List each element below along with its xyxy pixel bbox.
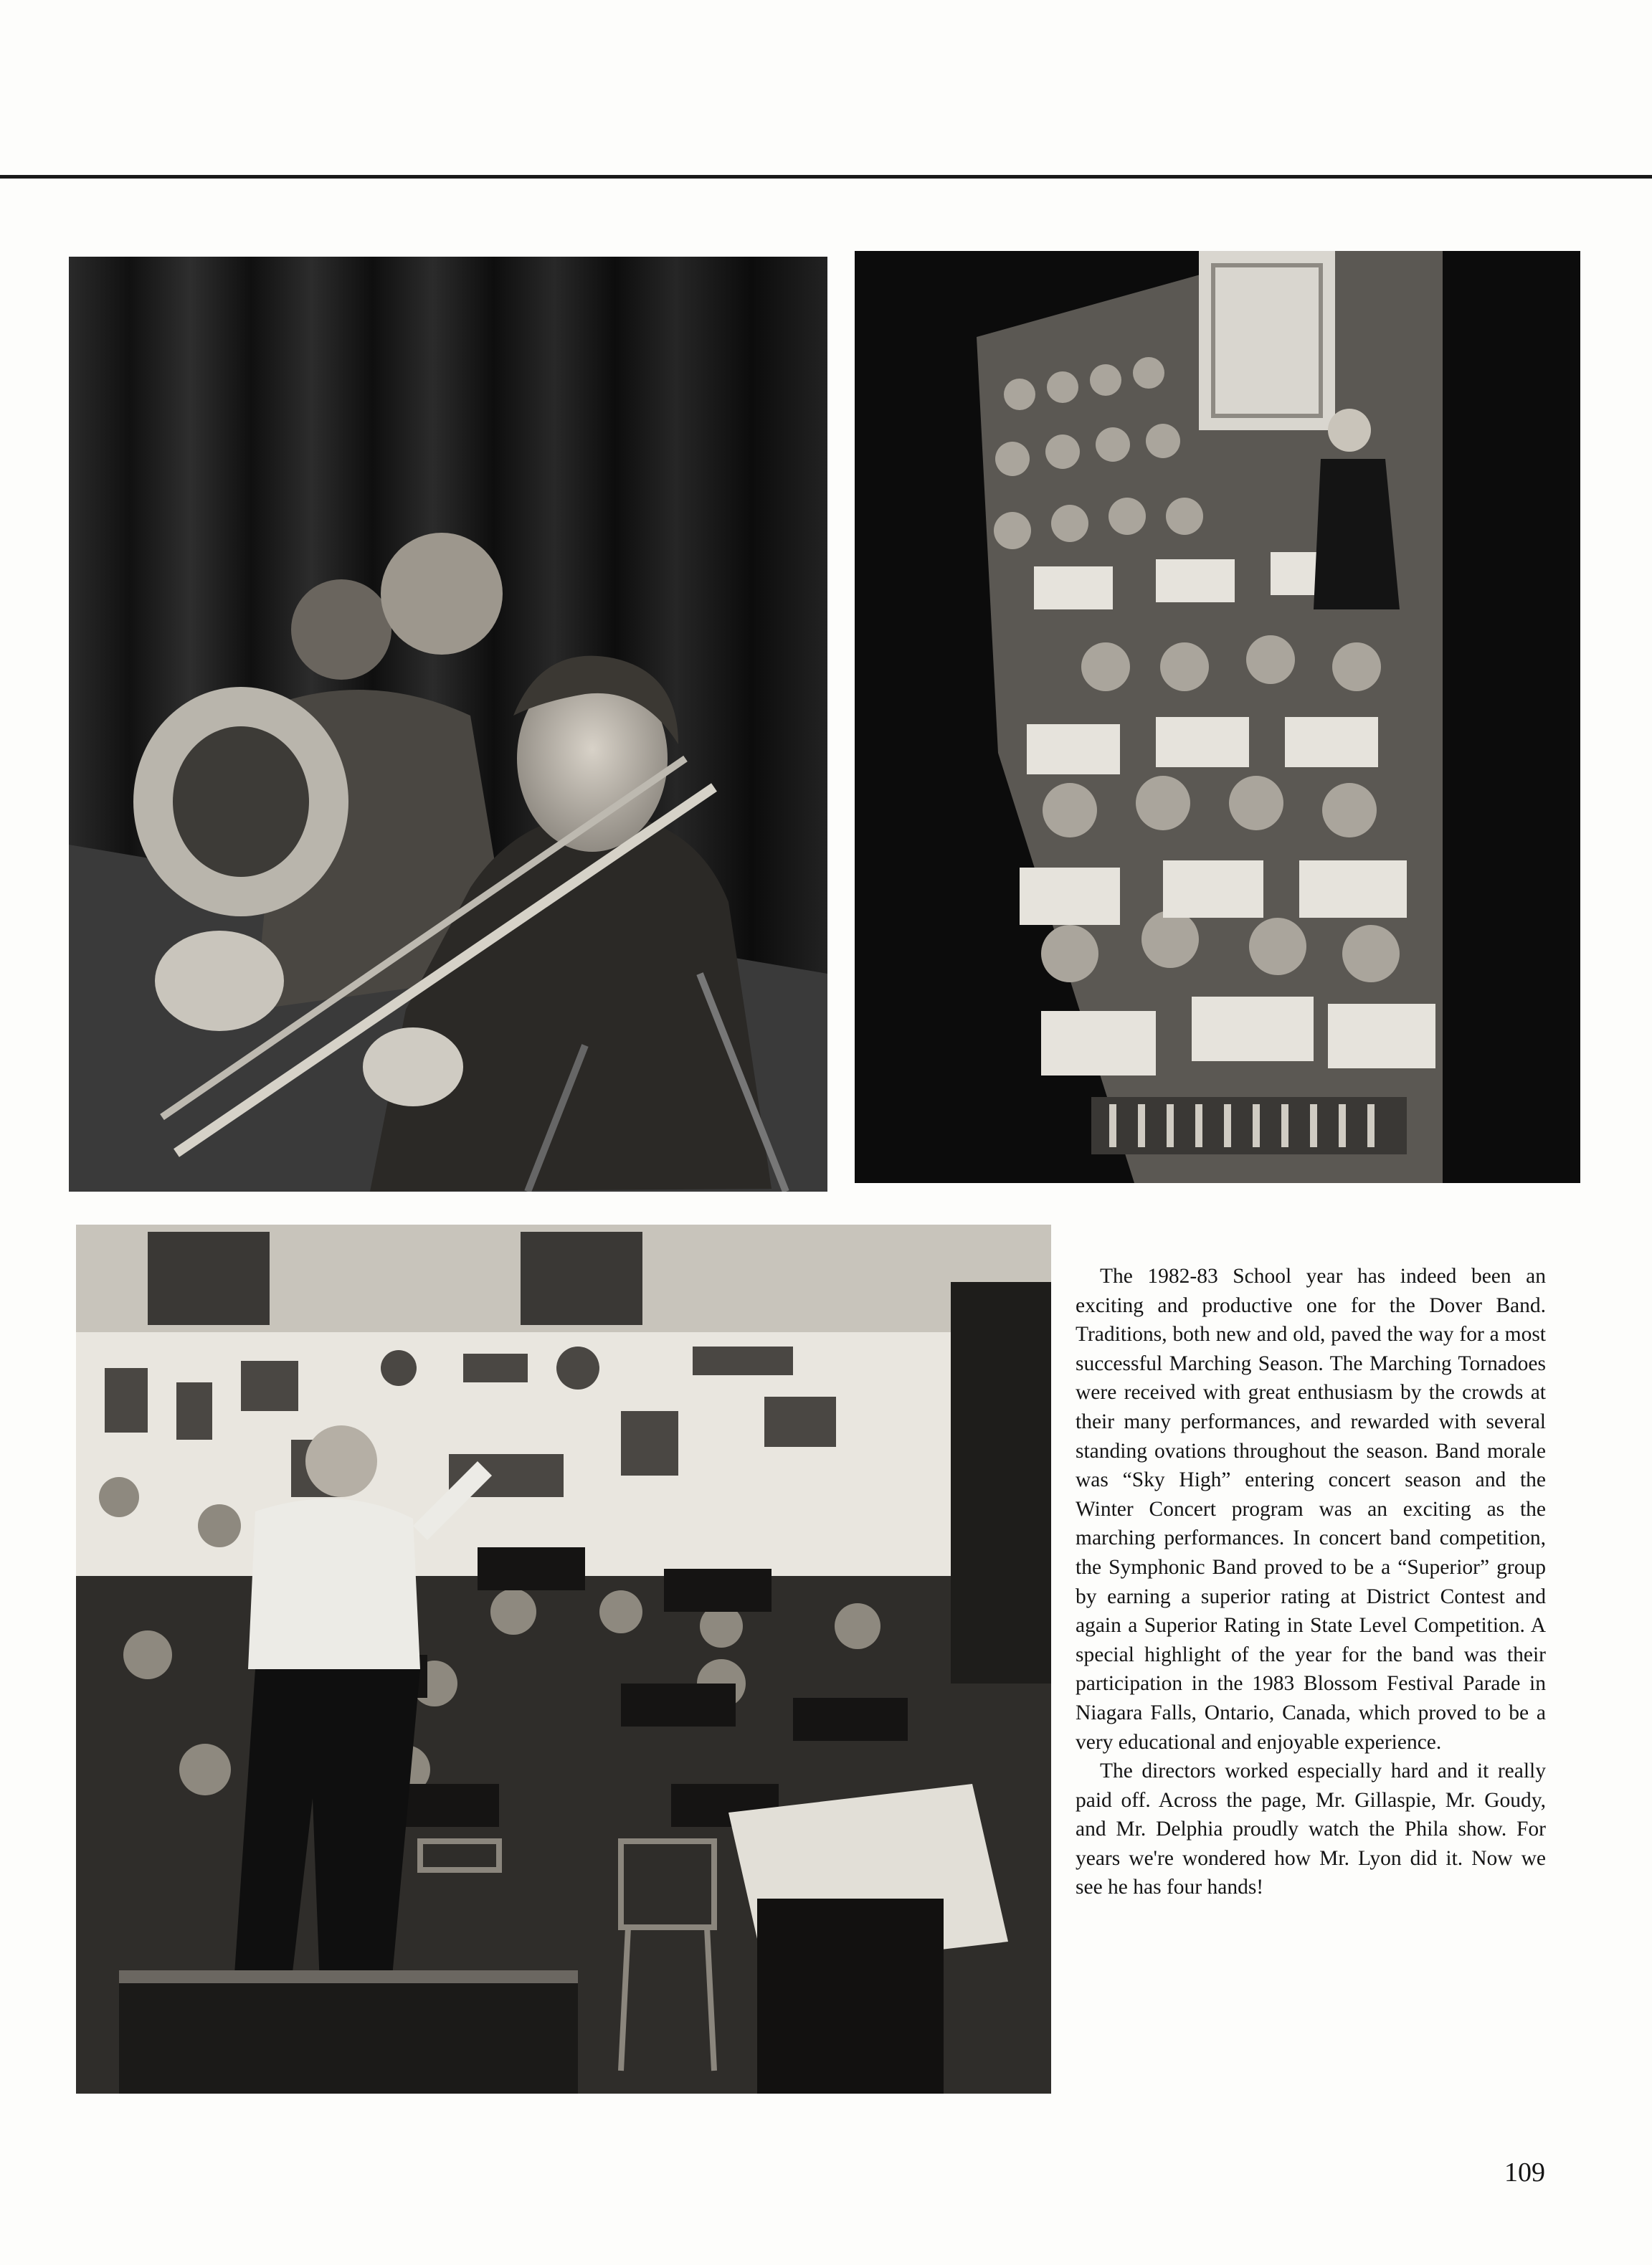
photo-concert-band — [855, 251, 1580, 1183]
article-body — [1076, 1262, 1546, 1902]
article-paragraph-1: The 1982-83 School year has indeed been an exciting and productive one for the Dover Band. Traditions, both new and old, paved the way for a most successful Marching Season. The Marching Tornadoes were received with great enthusiasm by the crowds at their many performances, and rewarded with several standing ovations throughout the season. Band morale was “Sky High” entering concert season and the Winter Concert program was an exciting as the marching performances. In concert band competition, the Symphonic Band proved to be a “Superior” group by earning a superior rating at District Contest and again a Superior Rating in State Level Competition. A special highlight of the year for the band was their participation in the 1983 Blossom Festival Parade in Niagara Falls, Ontario, Canada, which proved to be a very educational and enjoyable experience. — [1076, 1265, 1546, 1754]
top-rule — [0, 175, 1652, 179]
photo-band-rehearsal — [76, 1225, 1051, 2094]
article-paragraph-2: The directors worked especially hard and it really paid off. Across the page, Mr. Gillaspie, Mr. Goudy, and Mr. Delphia proudly watch the Phila show. For years we're wondered how Mr. Lyon did it. Now we see he has four hands! — [1076, 1760, 1546, 1899]
photo-trombone-player — [69, 257, 827, 1192]
page-number: 109 — [1504, 2157, 1545, 2188]
